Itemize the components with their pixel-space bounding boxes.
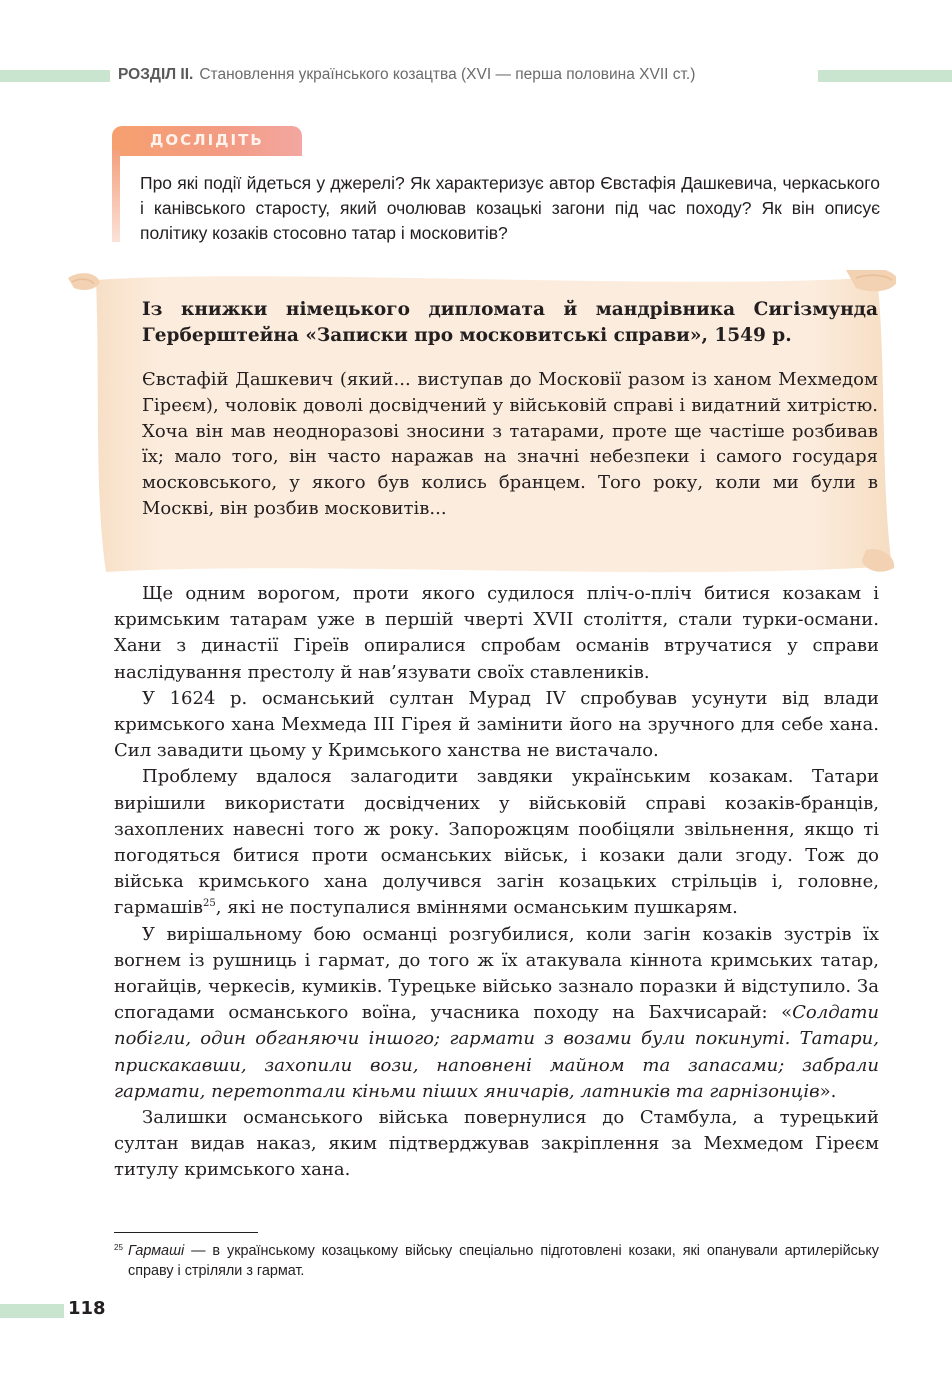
paragraph-1: Ще одним ворогом, проти якого судилося пліч-о-пліч битися козакам і кримським татарам уже в першій чверті XVII століття, стали турки-османи. Хани з династії Гіреїв опиралися спробам османів втручатися у справи наслідування престолу й нав’язувати своїх ставлеників.	[114, 583, 879, 683]
page-number: 118	[68, 1298, 106, 1319]
eyewitness-quote: Солдати побігли, один обганяючи іншого; гармати з возами були покинуті. Татари, прискакавши, захопили вози, наповнені майном та запасами; забрали гармати, перетоптали кіньми піших яничарів, латників та гарнізонців	[114, 1002, 879, 1102]
footnote-term: Гармаші	[128, 1243, 185, 1259]
paragraph-3	[114, 764, 879, 921]
footnote-reference[interactable]: 25	[203, 898, 216, 910]
header-accent-bar-left	[0, 70, 110, 82]
footnote-text: — в українському козацькому війську спеціально підготовлені козаки, які опанували артилерійську справу і стріляли з гармат.	[128, 1243, 879, 1279]
source-title: Із книжки німецького дипломата й мандрівника Сигізмунда Герберштейна «Записки про московитські справи», 1549 р.	[142, 299, 878, 346]
task-question: Про які події йдеться у джерелі? Як характеризує автор Євстафія Дашкевича, черкаського і канівського старосту, який очолював козацькі загони під час походу? Як він описує політику козаків стосовно татар і московитів?	[140, 173, 880, 243]
paragraph-3-end: , які не поступалися вміннями османським пушкарям.	[215, 897, 738, 919]
task-label-tab	[112, 126, 302, 156]
paragraph-4-start: У вирішальному бою османці розгубилися, коли загін козаків зустрів їх вогнем із рушниць і гармат, до того ж їх атакувала кіннота кримських татар, ногайців, черкесів, кумиків. Турецьке військо зазнало поразки й відступило. За спогадами османського воїна, учасника походу на Бахчисарай: «	[114, 923, 879, 1024]
page-number-accent-bar	[0, 1304, 64, 1318]
running-header	[118, 66, 695, 84]
source-quote-text: Євстафій Дашкевич (який... виступав до Московії разом із ханом Мехмедом Гіреєм), чоловік доволі досвідчений у військовій справі і видатний хитрістю. Хоча він мав неодноразові зносини з татарами, проте ще частіше розбивав їх; мало того, він часто наражав на значні небезпеки і самого государя московського, у якого був колись бранцем. Того року, коли ми були в Москві, він розбив московитів...	[142, 369, 878, 519]
task-accent-line	[112, 150, 120, 242]
paragraph-4	[114, 922, 879, 1105]
section-title: Становлення українського козацтва (XVI — перша половина XVII ст.)	[199, 66, 696, 83]
header-accent-bar-right	[818, 70, 952, 82]
paragraph-4-end: ».	[819, 1080, 837, 1102]
paragraph-3-start: Проблему вдалося залагодити завдяки українським козакам. Татари вирішили використати досвідчених у військовій справі козаків-бранців, захоплених навесні того ж року. Запорожцям пообіцяли звільнення, якщо ті погодяться битися проти османських військ, і козаки дали згоду. Тож до війська кримського хана долучився загін козацьких стрільців і, головне, гармашів	[114, 766, 879, 919]
main-text	[114, 581, 879, 1184]
paragraph-5: Залишки османського війська повернулися до Стамбула, а турецький султан видав наказ, яким підтверджував закріплення за Мехмедом Гіреєм титулу кримського хана.	[114, 1107, 879, 1181]
section-label: РОЗДІЛ ІІ.	[118, 66, 194, 83]
task-label: ДОСЛІДІТЬ	[150, 131, 264, 149]
footnote-number: 25	[114, 1243, 123, 1252]
footnote	[114, 1241, 879, 1281]
footnote-divider	[114, 1232, 258, 1233]
paragraph-2: У 1624 р. османський султан Мурад IV спробував усунути від влади кримського хана Мехмеда III Гірея й замінити його на зручного для себе хана. Сил завадити цьому у Кримського ханства не вистачало.	[114, 687, 879, 762]
